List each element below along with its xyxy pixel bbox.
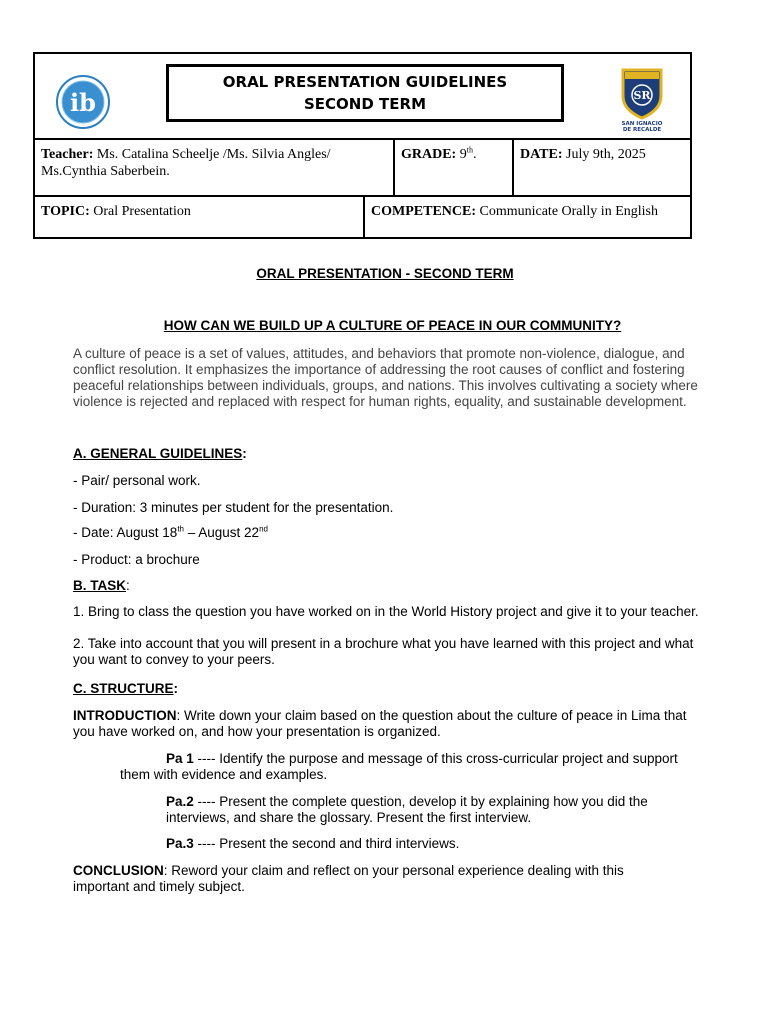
structure-pa2: Pa.2 ---- Present the complete question, develop it by explaining how you did the interviews, and share the glossary. Present the first interview. bbox=[166, 794, 648, 825]
header-row-title bbox=[35, 54, 690, 140]
school-crest-icon bbox=[611, 68, 673, 134]
teacher-label: Teacher: bbox=[41, 147, 94, 162]
svg-text:SR: SR bbox=[633, 89, 651, 102]
document-title bbox=[166, 64, 564, 122]
teacher-value: Ms. Catalina Scheelje /Ms. Silvia Angles/ Ms.Cynthia Saberbein. bbox=[41, 147, 331, 179]
date-cell bbox=[514, 140, 690, 195]
task-item: 1. Bring to class the question you have worked on in the World History project and give it to your teacher. bbox=[73, 604, 699, 619]
intro-paragraph: A culture of peace is a set of values, attitudes, and behaviors that promote non-violence, dialogue, and conflict resolution. It emphasizes the importance of addressing the root causes of conflict and fostering peaceful relationships between individuals, groups, and nations. This involves cultivating a society where violence is rejected and replaced with respect for human rights, equality, and sustainable development. bbox=[73, 346, 698, 409]
ib-logo-icon bbox=[55, 74, 111, 130]
guideline-item: - Duration: 3 minutes per student for the presentation. bbox=[73, 500, 394, 515]
question-heading: HOW CAN WE BUILD UP A CULTURE OF PEACE IN OUR COMMUNITY? bbox=[163, 318, 622, 333]
svg-text:DE RECALDE: DE RECALDE bbox=[622, 127, 662, 133]
structure-pa3: Pa.3 ---- Present the second and third interviews. bbox=[166, 836, 460, 851]
date-value: July 9th, 2025 bbox=[566, 147, 646, 162]
teacher-cell bbox=[35, 140, 393, 195]
header-table bbox=[33, 52, 692, 239]
guideline-item: - Product: a brochure bbox=[73, 552, 200, 567]
grade-label: GRADE: bbox=[401, 147, 457, 162]
header-row-topic bbox=[35, 197, 690, 237]
topic-value: Oral Presentation bbox=[93, 204, 191, 219]
title-line-2: SECOND TERM bbox=[304, 95, 426, 113]
title-line-1: ORAL PRESENTATION GUIDELINES bbox=[222, 73, 508, 91]
header-row-teacher bbox=[35, 140, 690, 197]
svg-text:SAN IGNACIO: SAN IGNACIO bbox=[621, 121, 663, 127]
structure-pa1: Pa 1 ---- Identify the purpose and message of this cross-curricular project and support them with evidence and examples. bbox=[120, 751, 678, 782]
grade-suffix: . bbox=[472, 147, 477, 162]
grade-sup: th bbox=[466, 145, 473, 155]
grade-value: 9 bbox=[459, 147, 467, 162]
guideline-item: - Date: August 18th – August 22nd bbox=[73, 524, 268, 540]
svg-text:ib: ib bbox=[70, 88, 96, 117]
date-label: DATE: bbox=[520, 147, 563, 162]
general-guidelines-heading: A. GENERAL GUIDELINES: bbox=[73, 446, 247, 461]
task-heading: B. TASK: bbox=[73, 578, 130, 593]
topic-cell bbox=[35, 197, 363, 237]
grade-cell bbox=[395, 140, 512, 195]
competence-label: COMPETENCE: bbox=[371, 204, 476, 219]
structure-heading: C. STRUCTURE: bbox=[73, 681, 178, 696]
structure-introduction: INTRODUCTION: Write down your claim based on the question about the culture of peace in Lima that you have worked on, and how your presentation is organized. bbox=[73, 708, 687, 739]
competence-cell bbox=[365, 197, 690, 237]
structure-conclusion: CONCLUSION: Reword your claim and reflect on your personal experience dealing with this important and timely subject. bbox=[73, 863, 624, 894]
task-item: 2. Take into account that you will present in a brochure what you have learned with this project and what you want to convey to your peers. bbox=[73, 636, 694, 667]
guideline-item: - Pair/ personal work. bbox=[73, 473, 201, 488]
section-title: ORAL PRESENTATION - SECOND TERM bbox=[256, 266, 514, 281]
topic-label: TOPIC: bbox=[41, 204, 90, 219]
competence-value: Communicate Orally in English bbox=[479, 204, 658, 219]
